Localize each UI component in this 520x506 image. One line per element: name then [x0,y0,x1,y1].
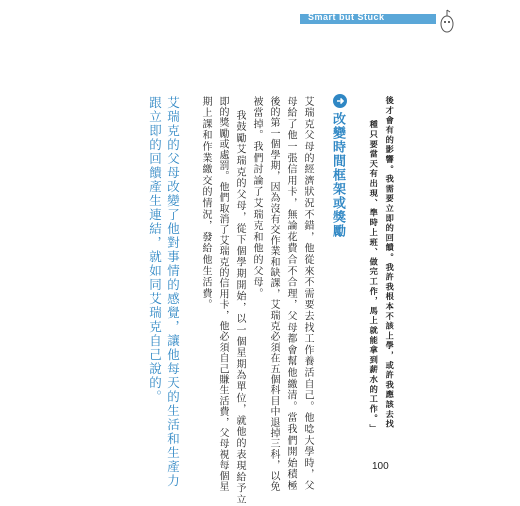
emphasis-line: 跟立即的回饋產生連結，就如同艾瑞克自己說的。 [147,96,163,404]
body-line: 即的獎勵或處罰。他們取消了艾瑞克的信用卡，他必須自己賺生活費，父母視每個星 [217,96,228,492]
emphasis-line: 艾瑞克的父母改變了他對事情的感覺，讓他每天的生活和生產力 [165,96,181,488]
quote-line: 種只要當天有出現、準時上班、做完工作，馬上就能拿到薪水的工作。」 [369,120,380,434]
mascot-icon [438,8,456,34]
quote-line: 後才會有的影響。我需要立即的回饋。我許我根本不該上學，或許我應該去找 [385,96,396,430]
body-line: 後的第一個學期，因為沒有交作業和缺課，艾瑞克必須在五個科目中退掉三科，以免 [268,96,279,492]
body-line: 艾瑞克父母的經濟狀況不錯，他從來不需要去找工作養活自己。他唸大學時，父 [302,96,313,492]
circle-arrow-icon [332,93,348,109]
running-header-title: Smart but Stuck [308,12,385,22]
body-line: 被當掉。我們討論了艾瑞克和他的父母。 [251,96,262,300]
section-title: 改變時間框架或獎勵 [330,112,345,238]
body-line: 我鼓勵艾瑞克的父母，從下個學期開始，以一個星期為單位，就他的表現給予立 [234,110,245,506]
body-line: 期上課和作業繳交的情況，發給他生活費。 [200,96,211,311]
body-line: 母給了他一張信用卡，無論花費合不合理，父母都會幫他繳清。當我們開始積極 [285,96,296,492]
page-number: 100 [372,461,389,472]
